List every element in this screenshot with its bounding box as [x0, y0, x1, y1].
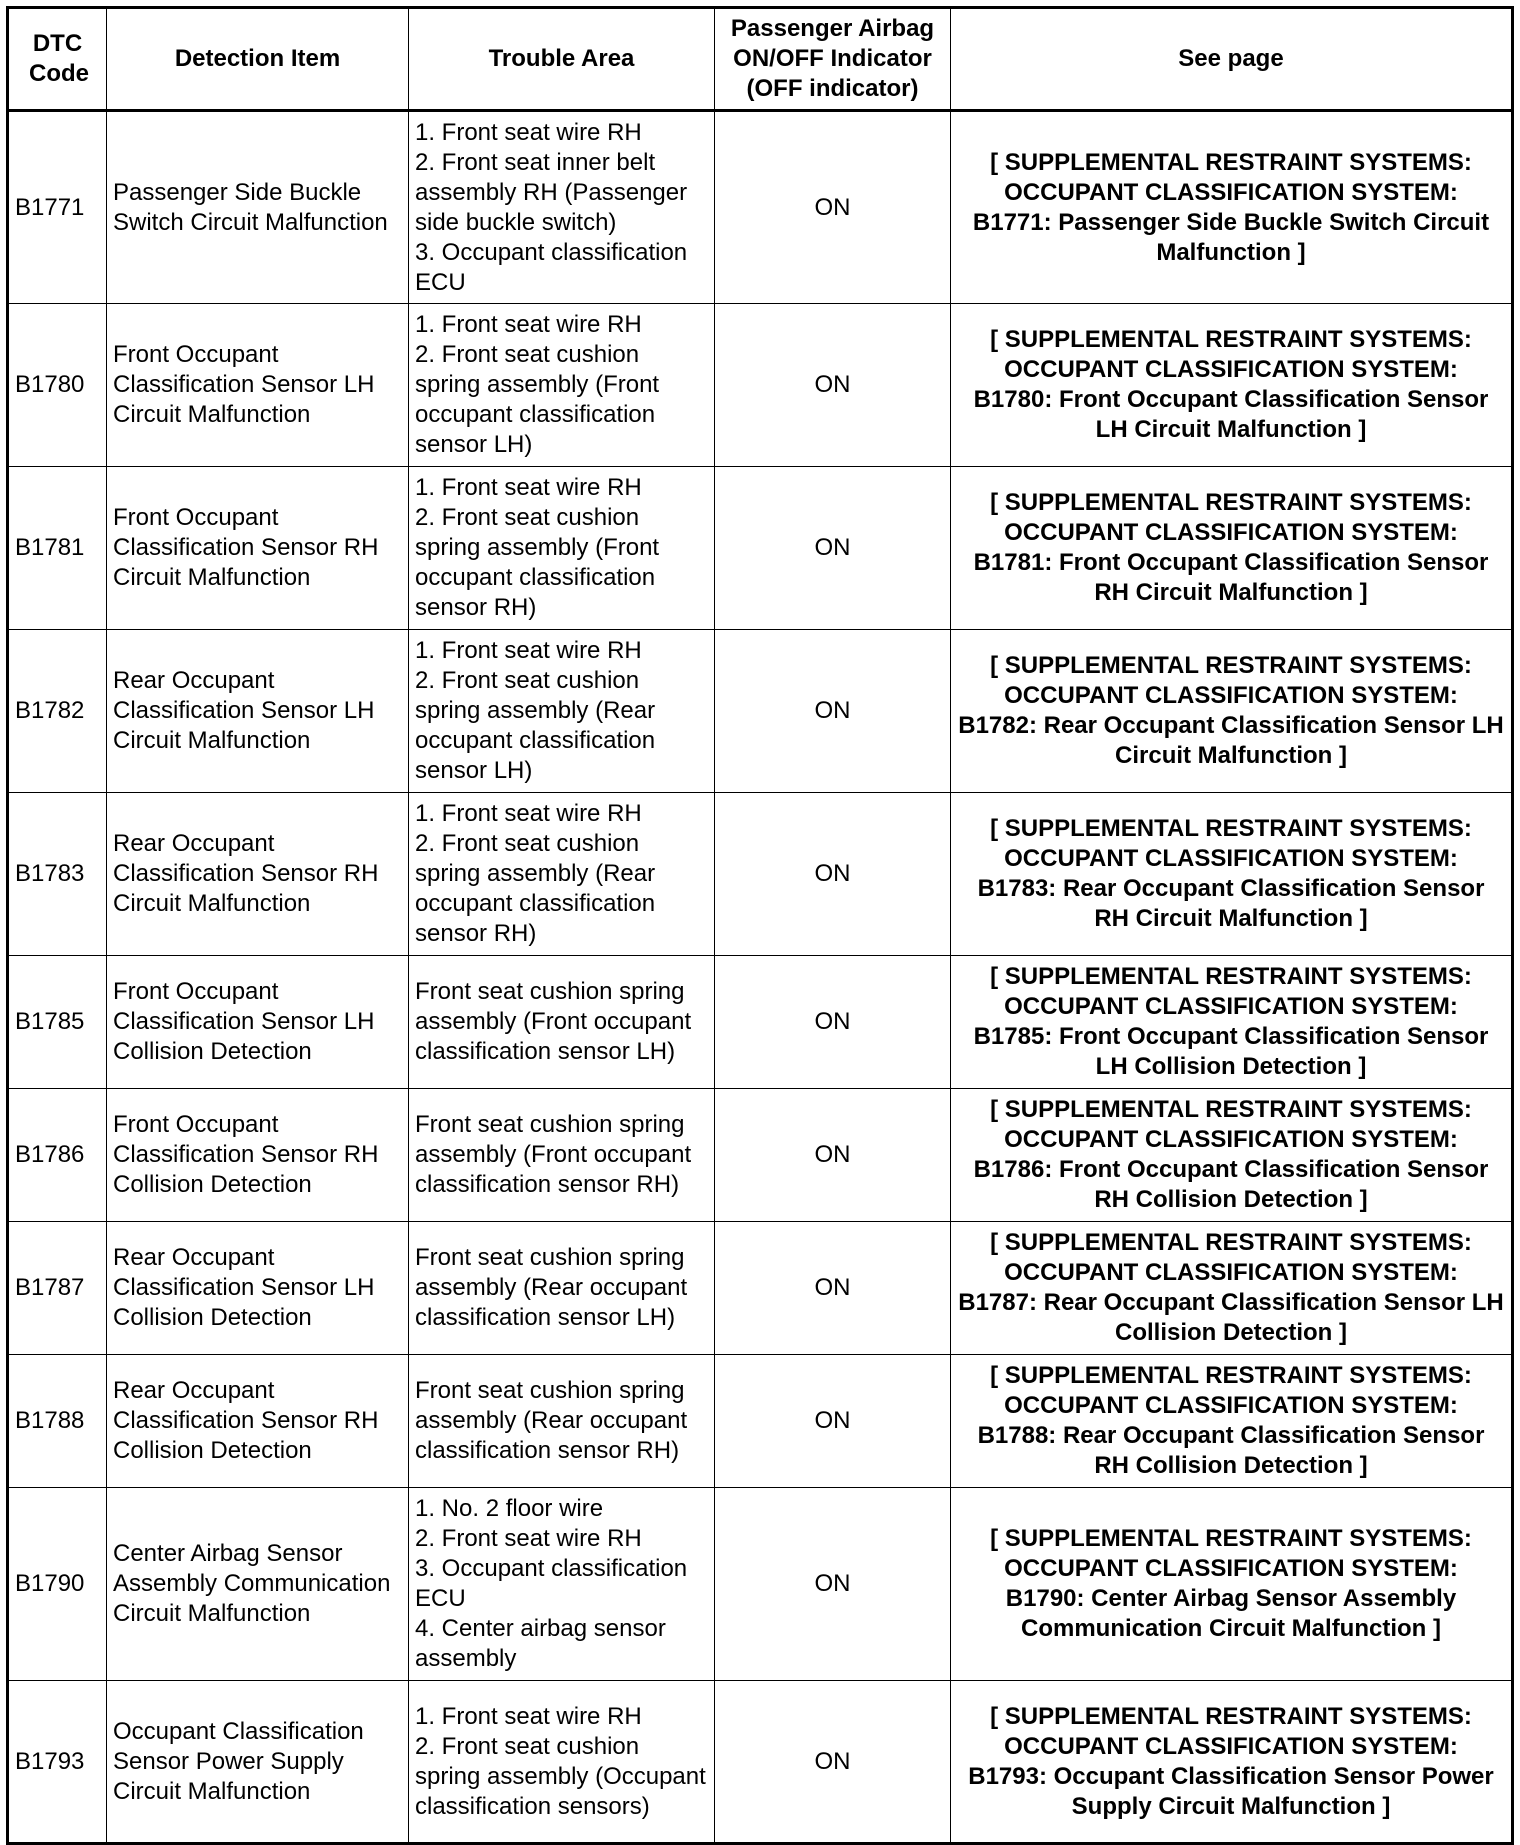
see-page-reference-line: [ SUPPLEMENTAL RESTRAINT SYSTEMS: — [990, 326, 1472, 353]
detection-item-cell: Rear Occupant Classification Sensor RH Circuit Malfunction — [107, 793, 409, 956]
trouble-area-line: 1. Front seat wire RH — [415, 118, 642, 146]
trouble-area-cell — [409, 1089, 715, 1222]
see-page-reference-line: [ SUPPLEMENTAL RESTRAINT SYSTEMS: — [990, 1702, 1472, 1730]
trouble-area-cell — [409, 304, 715, 467]
trouble-area-line: Front seat cushion spring assembly (Front occupant classification sensor LH) — [415, 978, 692, 1065]
indicator-cell: ON — [715, 630, 951, 793]
see-page-reference-line: [ SUPPLEMENTAL RESTRAINT SYSTEMS: — [990, 148, 1472, 176]
see-page-reference-line: OCCUPANT CLASSIFICATION SYSTEM: — [1004, 845, 1458, 872]
see-page-cell — [951, 630, 1513, 793]
detection-item-cell: Center Airbag Sensor Assembly Communication Circuit Malfunction — [107, 1488, 409, 1681]
see-page-cell — [951, 304, 1513, 467]
see-page-reference-line: B1783: Rear Occupant Classification Sensor RH Circuit Malfunction ] — [977, 875, 1485, 932]
indicator-cell: ON — [715, 1355, 951, 1488]
see-page-reference-line: B1782: Rear Occupant Classification Sensor LH Circuit Malfunction ] — [958, 712, 1504, 769]
header-row — [8, 8, 1513, 111]
trouble-area-line: 2. Front seat cushion spring assembly (Rear occupant classification sensor RH) — [415, 830, 656, 947]
see-page-reference-line: [ SUPPLEMENTAL RESTRAINT SYSTEMS: — [990, 815, 1472, 842]
trouble-area-cell — [409, 467, 715, 630]
see-page-reference-line: OCCUPANT CLASSIFICATION SYSTEM: — [1004, 1732, 1458, 1760]
header-trouble-area: Trouble Area — [409, 8, 715, 111]
see-page-reference-line: [ SUPPLEMENTAL RESTRAINT SYSTEMS: — [990, 652, 1472, 679]
see-page-reference-line: [ SUPPLEMENTAL RESTRAINT SYSTEMS: — [990, 1362, 1472, 1389]
see-page-reference-line: B1788: Rear Occupant Classification Sensor RH Collision Detection ] — [977, 1422, 1485, 1479]
trouble-area-line: 1. Front seat wire RH — [415, 800, 642, 827]
table-row — [8, 1488, 1513, 1681]
dtc-table-container — [6, 6, 1511, 1845]
indicator-cell: ON — [715, 1488, 951, 1681]
trouble-area-line: Front seat cushion spring assembly (Rear occupant classification sensor RH) — [415, 1377, 688, 1464]
trouble-area-cell — [409, 1681, 715, 1844]
see-page-reference-line: B1781: Front Occupant Classification Sensor RH Circuit Malfunction ] — [973, 549, 1489, 606]
table-row — [8, 793, 1513, 956]
trouble-area-line: 2. Front seat cushion spring assembly (Rear occupant classification sensor LH) — [415, 667, 656, 784]
see-page-reference-line: B1787: Rear Occupant Classification Sensor LH Collision Detection ] — [958, 1289, 1504, 1346]
trouble-area-line: 3. Occupant classification ECU — [415, 1555, 688, 1612]
trouble-area-line: Front seat cushion spring assembly (Front occupant classification sensor RH) — [415, 1111, 692, 1198]
header-see-page: See page — [951, 8, 1513, 111]
trouble-area-cell — [409, 1488, 715, 1681]
see-page-cell — [951, 1488, 1513, 1681]
see-page-cell — [951, 111, 1513, 304]
trouble-area-cell — [409, 630, 715, 793]
header-detection-item: Detection Item — [107, 8, 409, 111]
see-page-reference-line: OCCUPANT CLASSIFICATION SYSTEM: — [1004, 519, 1458, 546]
see-page-cell — [951, 956, 1513, 1089]
see-page-reference-line: B1771: Passenger Side Buckle Switch Circuit Malfunction ] — [972, 208, 1490, 266]
table-row — [8, 1089, 1513, 1222]
see-page-cell — [951, 1222, 1513, 1355]
see-page-reference-line: OCCUPANT CLASSIFICATION SYSTEM: — [1004, 682, 1458, 709]
see-page-reference-line: OCCUPANT CLASSIFICATION SYSTEM: — [1004, 1392, 1458, 1419]
see-page-reference-line: B1785: Front Occupant Classification Sensor LH Collision Detection ] — [973, 1023, 1489, 1080]
detection-item-cell: Passenger Side Buckle Switch Circuit Malfunction — [107, 111, 409, 304]
see-page-reference-line: OCCUPANT CLASSIFICATION SYSTEM: — [1004, 356, 1458, 383]
dtc-table — [6, 6, 1514, 1845]
table-row — [8, 956, 1513, 1089]
see-page-reference-line: [ SUPPLEMENTAL RESTRAINT SYSTEMS: — [990, 1525, 1472, 1552]
detection-item-cell: Rear Occupant Classification Sensor LH Circuit Malfunction — [107, 630, 409, 793]
trouble-area-line: 2. Front seat inner belt assembly RH (Passenger side buckle switch) — [415, 148, 688, 236]
indicator-cell: ON — [715, 467, 951, 630]
dtc-code-cell: B1787 — [8, 1222, 107, 1355]
detection-item-cell: Rear Occupant Classification Sensor RH Collision Detection — [107, 1355, 409, 1488]
see-page-reference-line: OCCUPANT CLASSIFICATION SYSTEM: — [1004, 1555, 1458, 1582]
trouble-area-line: 2. Front seat cushion spring assembly (Front occupant classification sensor RH) — [415, 504, 660, 621]
see-page-reference-line: OCCUPANT CLASSIFICATION SYSTEM: — [1004, 178, 1458, 206]
see-page-cell — [951, 1681, 1513, 1844]
trouble-area-line: 1. Front seat wire RH — [415, 311, 642, 338]
table-row — [8, 1222, 1513, 1355]
indicator-cell: ON — [715, 1681, 951, 1844]
table-row — [8, 1355, 1513, 1488]
trouble-area-cell — [409, 1222, 715, 1355]
table-row — [8, 111, 1513, 304]
indicator-cell: ON — [715, 956, 951, 1089]
trouble-area-line: 4. Center airbag sensor assembly — [415, 1615, 666, 1672]
see-page-cell — [951, 793, 1513, 956]
see-page-reference-line: OCCUPANT CLASSIFICATION SYSTEM: — [1004, 1259, 1458, 1286]
header-indicator: Passenger Airbag ON/OFF Indicator (OFF indicator) — [715, 8, 951, 111]
trouble-area-cell — [409, 956, 715, 1089]
table-row — [8, 304, 1513, 467]
trouble-area-cell — [409, 1355, 715, 1488]
see-page-reference-line: [ SUPPLEMENTAL RESTRAINT SYSTEMS: — [990, 489, 1472, 516]
dtc-code-cell: B1785 — [8, 956, 107, 1089]
trouble-area-line: 1. Front seat wire RH — [415, 474, 642, 501]
indicator-cell: ON — [715, 111, 951, 304]
see-page-cell — [951, 1355, 1513, 1488]
detection-item-cell: Front Occupant Classification Sensor LH Collision Detection — [107, 956, 409, 1089]
see-page-reference-line: [ SUPPLEMENTAL RESTRAINT SYSTEMS: — [990, 963, 1472, 990]
trouble-area-line: Front seat cushion spring assembly (Rear occupant classification sensor LH) — [415, 1244, 688, 1331]
see-page-reference-line: B1790: Center Airbag Sensor Assembly Communication Circuit Malfunction ] — [1005, 1585, 1457, 1642]
see-page-cell — [951, 1089, 1513, 1222]
dtc-code-cell: B1771 — [8, 111, 107, 304]
dtc-code-cell: B1790 — [8, 1488, 107, 1681]
trouble-area-cell — [409, 111, 715, 304]
table-row — [8, 467, 1513, 630]
indicator-cell: ON — [715, 304, 951, 467]
trouble-area-line: 1. No. 2 floor wire — [415, 1495, 604, 1522]
indicator-cell: ON — [715, 1089, 951, 1222]
dtc-code-cell: B1782 — [8, 630, 107, 793]
trouble-area-line: 3. Occupant classification ECU — [415, 238, 688, 296]
trouble-area-line: 2. Front seat cushion spring assembly (Occupant classification sensors) — [415, 1732, 706, 1820]
see-page-reference-line: OCCUPANT CLASSIFICATION SYSTEM: — [1004, 993, 1458, 1020]
indicator-cell: ON — [715, 1222, 951, 1355]
dtc-code-cell: B1783 — [8, 793, 107, 956]
see-page-reference-line: [ SUPPLEMENTAL RESTRAINT SYSTEMS: — [990, 1096, 1472, 1123]
dtc-code-cell: B1793 — [8, 1681, 107, 1844]
dtc-code-cell: B1781 — [8, 467, 107, 630]
trouble-area-line: 1. Front seat wire RH — [415, 1702, 642, 1730]
indicator-cell: ON — [715, 793, 951, 956]
trouble-area-cell — [409, 793, 715, 956]
detection-item-cell: Front Occupant Classification Sensor RH Circuit Malfunction — [107, 467, 409, 630]
detection-item-cell: Front Occupant Classification Sensor LH Circuit Malfunction — [107, 304, 409, 467]
detection-item-cell: Front Occupant Classification Sensor RH Collision Detection — [107, 1089, 409, 1222]
trouble-area-line: 1. Front seat wire RH — [415, 637, 642, 664]
trouble-area-line: 2. Front seat wire RH — [415, 1525, 642, 1552]
trouble-area-line: 2. Front seat cushion spring assembly (Front occupant classification sensor LH) — [415, 341, 660, 458]
see-page-reference-line: [ SUPPLEMENTAL RESTRAINT SYSTEMS: — [990, 1229, 1472, 1256]
see-page-reference-line: B1780: Front Occupant Classification Sensor LH Circuit Malfunction ] — [973, 386, 1489, 443]
header-dtc-code: DTC Code — [8, 8, 107, 111]
dtc-code-cell: B1780 — [8, 304, 107, 467]
detection-item-cell: Rear Occupant Classification Sensor LH Collision Detection — [107, 1222, 409, 1355]
see-page-cell — [951, 467, 1513, 630]
dtc-code-cell: B1788 — [8, 1355, 107, 1488]
see-page-reference-line: OCCUPANT CLASSIFICATION SYSTEM: — [1004, 1126, 1458, 1153]
table-row — [8, 630, 1513, 793]
table-body — [8, 111, 1513, 1844]
see-page-reference-line: B1793: Occupant Classification Sensor Power Supply Circuit Malfunction ] — [968, 1762, 1494, 1820]
dtc-code-cell: B1786 — [8, 1089, 107, 1222]
table-row — [8, 1681, 1513, 1844]
detection-item-cell: Occupant Classification Sensor Power Supply Circuit Malfunction — [107, 1681, 409, 1844]
see-page-reference-line: B1786: Front Occupant Classification Sensor RH Collision Detection ] — [973, 1156, 1489, 1213]
